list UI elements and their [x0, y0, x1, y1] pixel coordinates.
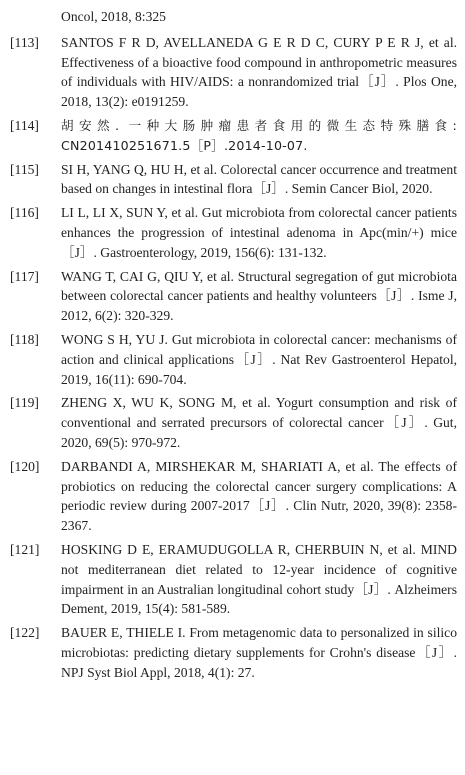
reference-item-114 — [10, 116, 457, 156]
reference-text: BAUER E, THIELE I. From metagenomic data to personalized in silico microbiotas: predicting dietary supplements for Crohn's disease［J］. NPJ Syst Biol Appl, 2018, 4(1): 27. — [61, 625, 457, 680]
reference-text: SANTOS F R D, AVELLANEDA G E R D C, CURY P E R J, et al. Effectiveness of a bioactive food compound in anthropometric measures of individuals with HIV/AIDS: a nonrandomized trial［J］. Plos One, 2018, 13(2): e0191259. — [61, 34, 457, 110]
reference-text: WONG S H, YU J. Gut microbiota in colorectal cancer: mechanisms of action and clinical applications［J］. Nat Rev Gastroenterol Hepatol, 2019, 16(11): 690-704. — [61, 331, 457, 387]
reference-number: [116] — [10, 205, 39, 221]
reference-item-118 — [10, 330, 457, 389]
reference-text: DARBANDI A, MIRSHEKAR M, SHARIATI A, et al. The effects of probiotics on reducing the colorectal cancer surgery complications: A periodic review during 2007-2017［J］. Clin Nutr, 2020, 39(8): 2358-2367. — [61, 458, 457, 534]
reference-text: SI H, YANG Q, HU H, et al. Colorectal cancer occurrence and treatment based on changes in intestinal flora［J］. Semin Cancer Biol, 2020. — [61, 161, 457, 197]
reference-number: [115] — [10, 161, 39, 177]
reference-text: ZHENG X, WU K, SONG M, et al. Yogurt consumption and risk of conventional and serrated precursors of colorectal cancer［J］. Gut, 2020, 69(5): 970-972. — [61, 395, 457, 450]
reference-list — [10, 33, 457, 683]
reference-item-121 — [10, 540, 457, 619]
reference-continuation: Oncol, 2018, 8:325 — [61, 9, 166, 24]
reference-number: [114] — [10, 117, 39, 133]
reference-number: [117] — [10, 268, 39, 284]
reference-number: [120] — [10, 458, 40, 474]
reference-number: [122] — [10, 625, 40, 641]
reference-item-119 — [10, 393, 457, 452]
reference-number: [113] — [10, 34, 39, 50]
reference-text: HOSKING D E, ERAMUDUGOLLA R, CHERBUIN N, et al. MIND not mediterranean diet related to 12-year incidence of cognitive impairment in an Australian longitudinal cohort study［J］. Alzheimers Dement, 2019, 15(4): 581-589. — [61, 541, 457, 617]
reference-item-113 — [10, 33, 457, 112]
reference-number: [118] — [10, 331, 39, 347]
reference-text: 胡安然. 一种大肠肿瘤患者食用的微生态特殊膳食: CN201410251671.5［P］.2014-10-07. — [61, 117, 457, 153]
reference-number: [119] — [10, 395, 39, 411]
reference-item-115 — [10, 160, 457, 200]
reference-item-120 — [10, 457, 457, 536]
reference-text: LI L, LI X, SUN Y, et al. Gut microbiota from colorectal cancer patients enhances the progression of intestinal adenoma in Apc(min/+) mice［J］. Gastroenterology, 2019, 156(6): 131-132. — [61, 205, 457, 260]
reference-item-117 — [10, 267, 457, 326]
reference-text: WANG T, CAI G, QIU Y, et al. Structural segregation of gut microbiota between colorectal cancer patients and healthy volunteers［J］. Isme J, 2012, 6(2): 320-329. — [61, 268, 457, 324]
reference-item-116 — [10, 203, 457, 262]
reference-item-122 — [10, 623, 457, 682]
reference-number: [121] — [10, 541, 40, 557]
